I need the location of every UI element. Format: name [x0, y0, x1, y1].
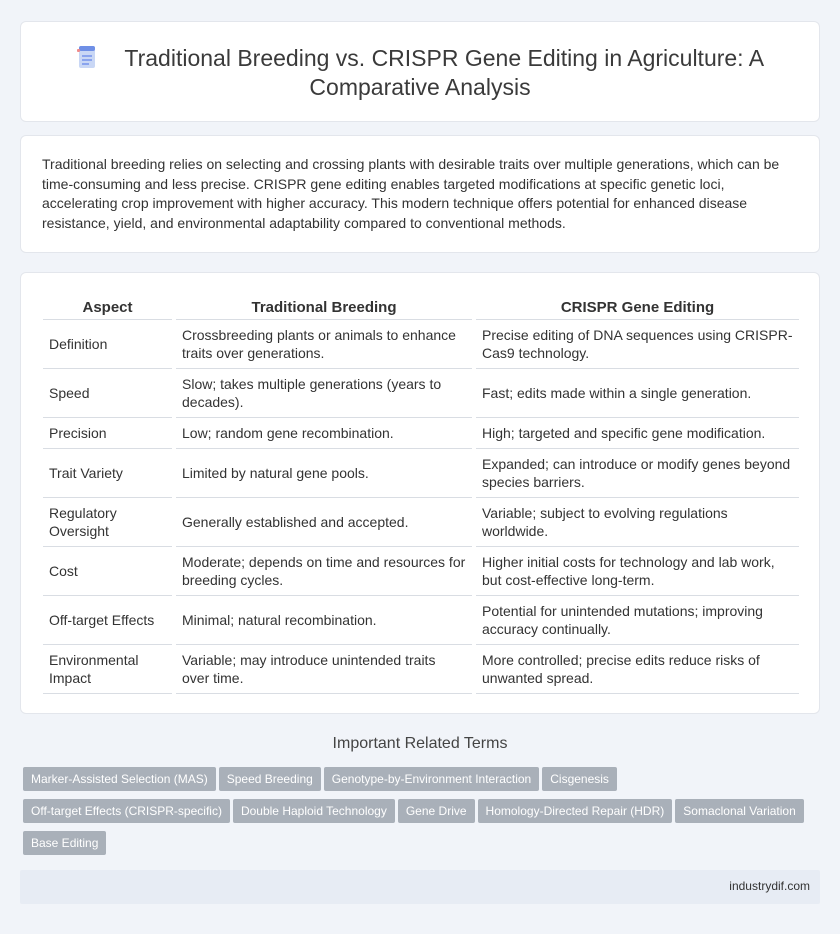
table-header-row	[43, 296, 799, 319]
table-row	[43, 319, 799, 368]
cell-aspect: Speed	[43, 368, 174, 417]
title-wrap	[21, 44, 819, 102]
footer	[20, 870, 820, 904]
cell-traditional: Moderate; depends on time and resources for breeding cycles.	[174, 546, 474, 595]
cell-aspect: Regulatory Oversight	[43, 497, 174, 546]
table-row	[43, 595, 799, 644]
cell-traditional: Limited by natural gene pools.	[174, 448, 474, 497]
cell-crispr: Variable; subject to evolving regulations worldwide.	[474, 497, 799, 546]
cell-aspect: Trait Variety	[43, 448, 174, 497]
table-row	[43, 448, 799, 497]
cell-crispr: Expanded; can introduce or modify genes beyond species barriers.	[474, 448, 799, 497]
cell-crispr: Higher initial costs for technology and lab work, but cost-effective long-term.	[474, 546, 799, 595]
title-card	[20, 21, 820, 122]
table-row	[43, 368, 799, 417]
cell-aspect: Cost	[43, 546, 174, 595]
term-tag[interactable]: Off-target Effects (CRISPR-specific)	[23, 799, 230, 823]
table-row	[43, 546, 799, 595]
header-aspect: Aspect	[43, 296, 174, 319]
comparison-table	[43, 296, 799, 694]
term-tag[interactable]: Cisgenesis	[542, 767, 617, 791]
term-tag[interactable]: Double Haploid Technology	[233, 799, 395, 823]
cell-crispr: Precise editing of DNA sequences using CRISPR-Cas9 technology.	[474, 319, 799, 368]
cell-traditional: Low; random gene recombination.	[174, 417, 474, 448]
footer-site-link[interactable]: industrydif.com	[729, 879, 810, 893]
cell-crispr: High; targeted and specific gene modification.	[474, 417, 799, 448]
cell-crispr: Fast; edits made within a single generation.	[474, 368, 799, 417]
intro-paragraph: Traditional breeding relies on selecting and crossing plants with desirable traits over multiple generations, which can be time-consuming and less precise. CRISPR gene editing enables targeted modifications at specific genetic loci, accelerating crop improvement with higher accuracy. This modern technique offers potential for enhanced disease resistance, yield, and environmental adaptability compared to conventional methods.	[42, 156, 780, 231]
term-tag[interactable]: Base Editing	[23, 831, 106, 855]
page-title: Traditional Breeding vs. CRISPR Gene Editing in Agriculture: A Comparative Analysis	[124, 45, 765, 100]
document-icon	[76, 45, 98, 69]
term-tag[interactable]: Speed Breeding	[219, 767, 321, 791]
cell-crispr: More controlled; precise edits reduce risks of unwanted spread.	[474, 644, 799, 693]
table-row	[43, 644, 799, 693]
term-tag[interactable]: Marker-Assisted Selection (MAS)	[23, 767, 216, 791]
term-tag[interactable]: Gene Drive	[398, 799, 475, 823]
table-row	[43, 417, 799, 448]
cell-traditional: Generally established and accepted.	[174, 497, 474, 546]
cell-aspect: Off-target Effects	[43, 595, 174, 644]
cell-crispr: Potential for unintended mutations; improving accuracy continually.	[474, 595, 799, 644]
cell-traditional: Slow; takes multiple generations (years to decades).	[174, 368, 474, 417]
comparison-card	[20, 272, 820, 714]
cell-traditional: Crossbreeding plants or animals to enhance traits over generations.	[174, 319, 474, 368]
related-terms-list	[23, 767, 823, 863]
intro-card	[20, 135, 820, 253]
cell-traditional: Minimal; natural recombination.	[174, 595, 474, 644]
cell-traditional: Variable; may introduce unintended traits over time.	[174, 644, 474, 693]
cell-aspect: Precision	[43, 417, 174, 448]
term-tag[interactable]: Genotype-by-Environment Interaction	[324, 767, 539, 791]
header-traditional-breeding: Traditional Breeding	[174, 296, 474, 319]
related-terms-heading: Important Related Terms	[332, 735, 508, 752]
term-tag[interactable]: Somaclonal Variation	[675, 799, 804, 823]
cell-aspect: Environmental Impact	[43, 644, 174, 693]
header-crispr-gene-editing: CRISPR Gene Editing	[474, 296, 799, 319]
table-row	[43, 497, 799, 546]
term-tag[interactable]: Homology-Directed Repair (HDR)	[478, 799, 673, 823]
cell-aspect: Definition	[43, 319, 174, 368]
